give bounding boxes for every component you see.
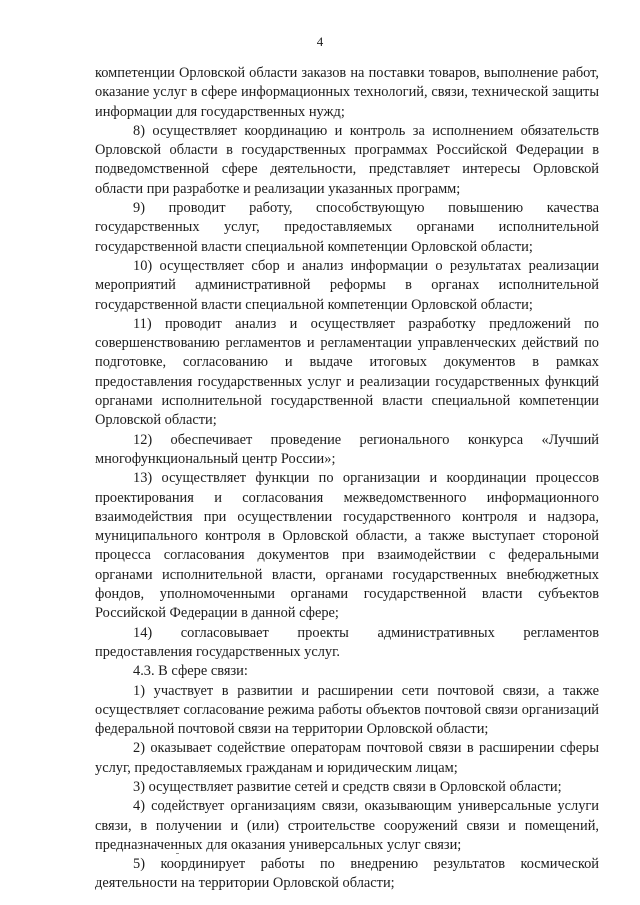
paragraph-communications-item-3: 3) осуществляет развитие сетей и средств связи в Орловской области;: [133, 778, 562, 795]
paragraph-item-8: 8) осуществляет координацию и контроль за исполнением обязательств Орловской области в государственных программах Российской Федерации в подведомственной сфере деятельности, представляет интересы Орловской области при разработке и реализации указанных программ;: [95, 122, 599, 197]
paragraph-item-11: 11) проводит анализ и осуществляет разработку предложений по совершенствованию регламентов и регламентации управленческих действий по подготовке, согласованию и выдаче итоговых документов в рамках предоставления государственных услуг и реализации государственных функций органами исполнительной государственной власти специальной компетенции Орловской области;: [95, 315, 599, 429]
section-heading-4-3: 4.3. В сфере связи:: [133, 663, 248, 680]
paragraph-communications-item-1: 1) участвует в развитии и расширении сети почтовой связи, а также осуществляет согласование режима работы объектов почтовой связи организаций федеральной почтовой связи на территории Орловской области;: [95, 682, 599, 738]
paragraph-communications-item-4: 4) содействует организациям связи, оказывающим универсальные услуги связи, в получении и (или) строительстве сооружений связи и помещений, предназначенных для оказания универсальных услуг связи;: [95, 798, 599, 853]
paragraph-item-14: 14) согласовывает проекты административных регламентов предоставления государственных услуг.: [95, 624, 599, 660]
paragraph-communications-item-2: 2) оказывает содействие операторам почтовой связи в расширении сферы услуг, предоставляемых гражданам и юридическим лицам;: [95, 740, 599, 776]
paragraph-item-9: 9) проводит работу, способствующую повышению качества государственных услуг, предоставляемых органами исполнительной государственной власти специальной компетенции Орловской области;: [95, 200, 599, 255]
document-body: [95, 64, 599, 894]
page-number: 4: [316, 34, 324, 49]
scan-speck: [176, 853, 179, 854]
paragraph-item-12: 12) обеспечивает проведение регионального конкурса «Лучший многофункциональный центр России»;: [95, 431, 599, 467]
paragraph-continuation: компетенции Орловской области заказов на поставки товаров, выполнение работ, оказание услуг в сфере информационных технологий, связи, технической защиты информации для государственных нужд;: [95, 65, 599, 120]
paragraph-item-10: 10) осуществляет сбор и анализ информации о результатах реализации мероприятий административной реформы в органах исполнительной государственной власти специальной компетенции Орловской области;: [95, 257, 599, 313]
paragraph-item-13: 13) осуществляет функции по организации и координации процессов проектирования и согласования межведомственного информационного взаимодействия при осуществлении государственного контроля и надзора, муниципального контроля в Орловской области, а также выступает стороной процесса согласования документов при взаимодействии с федеральными органами исполнительной власти, органами государственных внебюджетных фондов, уполномоченными органами государственной власти субъектов Российской Федерации в данной сфере;: [95, 470, 599, 622]
paragraph-communications-item-5: 5) координирует работы по внедрению результатов космической деятельности на территории Орловской области;: [95, 856, 599, 892]
